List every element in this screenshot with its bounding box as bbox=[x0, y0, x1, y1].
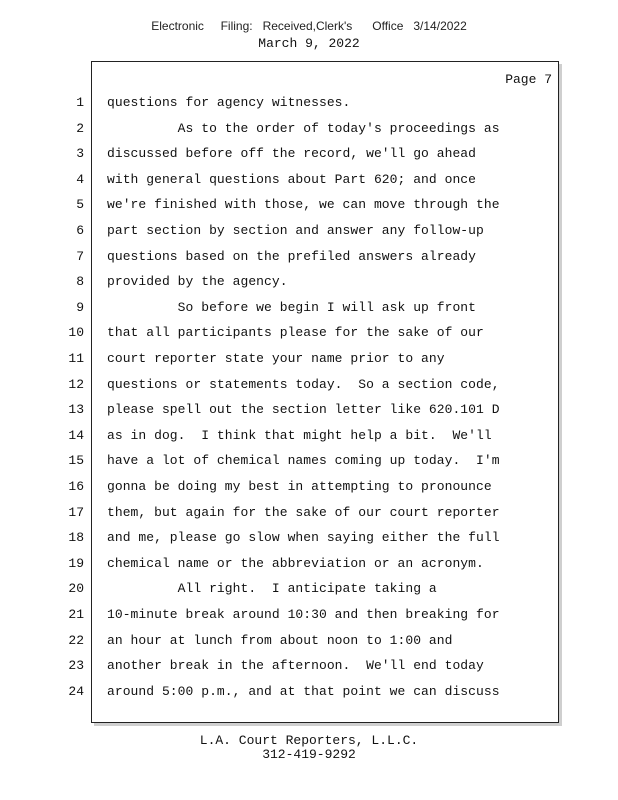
line-number: 13 bbox=[68, 402, 84, 418]
line-number: 16 bbox=[68, 479, 84, 494]
transcript-line bbox=[0, 121, 618, 141]
line-text: around 5:00 p.m., and at that point we can discuss bbox=[107, 683, 500, 699]
line-text: as in dog. I think that might help a bit. We'll bbox=[107, 427, 492, 443]
line-number: 24 bbox=[68, 683, 84, 699]
line-text: discussed before off the record, we'll go ahead bbox=[107, 146, 477, 162]
footer-company: L.A. Court Reporters, L.L.C. bbox=[199, 733, 419, 748]
line-number: 18 bbox=[68, 530, 84, 546]
line-number: 3 bbox=[76, 146, 84, 162]
transcript-line bbox=[0, 556, 618, 576]
transcript-line bbox=[0, 607, 618, 627]
transcript-line bbox=[0, 197, 618, 217]
transcript-line bbox=[0, 300, 618, 320]
line-number: 4 bbox=[76, 171, 84, 187]
transcript-line bbox=[0, 223, 618, 243]
line-number: 15 bbox=[68, 453, 84, 469]
line-text: part section by section and answer any follow-up bbox=[107, 223, 484, 238]
transcript-line bbox=[0, 453, 618, 473]
line-number: 5 bbox=[76, 197, 84, 213]
line-number: 17 bbox=[68, 504, 84, 520]
line-number: 22 bbox=[68, 632, 84, 648]
line-text: provided by the agency. bbox=[107, 274, 288, 290]
line-number: 6 bbox=[76, 223, 84, 238]
line-number: 14 bbox=[68, 427, 84, 443]
line-number: 20 bbox=[68, 581, 84, 597]
line-text: questions or statements today. So a section code, bbox=[107, 376, 500, 392]
transcript-line bbox=[0, 479, 618, 499]
line-number: 8 bbox=[76, 274, 84, 290]
line-text: an hour at lunch from about noon to 1:00 and bbox=[107, 632, 453, 648]
transcript-line bbox=[0, 172, 618, 192]
line-text: them, but again for the sake of our court reporter bbox=[107, 504, 500, 520]
line-number: 9 bbox=[76, 299, 84, 315]
line-text: chemical name or the abbreviation or an acronym. bbox=[107, 555, 484, 571]
line-text: with general questions about Part 620; and once bbox=[107, 171, 477, 187]
transcript-line bbox=[0, 351, 618, 371]
line-text: gonna be doing my best in attempting to pronounce bbox=[107, 479, 492, 494]
line-number: 21 bbox=[68, 607, 84, 622]
line-text: and me, please go slow when saying either the full bbox=[107, 530, 500, 546]
transcript-line bbox=[0, 402, 618, 422]
line-number: 10 bbox=[68, 325, 84, 341]
line-text: court reporter state your name prior to any bbox=[107, 351, 445, 366]
line-text: have a lot of chemical names coming up today. I'm bbox=[107, 453, 500, 469]
line-text: As to the order of today's proceedings as bbox=[107, 120, 500, 136]
transcript-line bbox=[0, 581, 618, 601]
line-text: that all participants please for the sake of our bbox=[107, 325, 484, 341]
line-number: 1 bbox=[76, 95, 84, 110]
line-number: 12 bbox=[68, 376, 84, 392]
line-number: 2 bbox=[76, 120, 84, 136]
footer-phone: 312-419-9292 bbox=[262, 747, 356, 762]
line-text: another break in the afternoon. We'll end today bbox=[107, 658, 484, 674]
transcript-line bbox=[0, 95, 618, 115]
transcript-line bbox=[0, 377, 618, 397]
line-number: 7 bbox=[76, 248, 84, 264]
line-text: questions based on the prefiled answers already bbox=[107, 248, 477, 264]
line-text: we're finished with those, we can move through the bbox=[107, 197, 500, 213]
transcript-line bbox=[0, 428, 618, 448]
line-text: All right. I anticipate taking a bbox=[107, 581, 437, 597]
transcript-line bbox=[0, 249, 618, 269]
line-number: 19 bbox=[68, 555, 84, 571]
page-number: Page 7 bbox=[505, 72, 552, 87]
filing-stamp: Electronic Filing: Received,Clerk's Office 3/14/2022 bbox=[151, 19, 467, 33]
transcript-line bbox=[0, 146, 618, 166]
line-text: 10-minute break around 10:30 and then breaking for bbox=[107, 607, 500, 622]
transcript-line bbox=[0, 274, 618, 294]
line-text: please spell out the section letter like 620.101 D bbox=[107, 402, 500, 418]
transcript-line bbox=[0, 530, 618, 550]
line-number: 23 bbox=[68, 658, 84, 674]
transcript-date: March 9, 2022 bbox=[258, 36, 360, 51]
transcript-line bbox=[0, 684, 618, 704]
line-text: So before we begin I will ask up front bbox=[107, 299, 477, 315]
line-text: questions for agency witnesses. bbox=[107, 95, 351, 110]
transcript-line bbox=[0, 633, 618, 653]
transcript-line bbox=[0, 325, 618, 345]
transcript-line bbox=[0, 658, 618, 678]
transcript-line bbox=[0, 505, 618, 525]
line-number: 11 bbox=[68, 351, 84, 366]
